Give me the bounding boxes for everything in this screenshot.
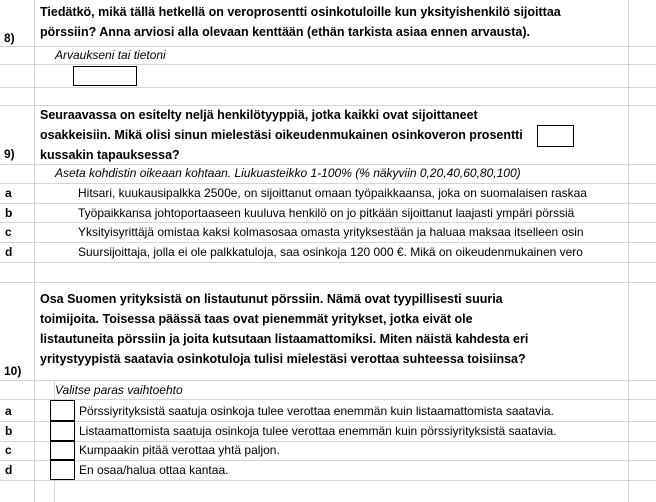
row-divider (0, 46, 656, 47)
question-line: yritystyypistä saatavia osinkotuloja tulisi mielestäsi verottaa suhteessa toisiinsa? (40, 352, 526, 366)
option-text: Hitsari, kuukausipalkka 2500e, on sijoittanut omaan työpaikkaansa, joka on suomalaisen raskaa (78, 186, 587, 200)
option-letter: d (5, 245, 13, 259)
option-text: En osaa/halua ottaa kantaa. (79, 463, 229, 477)
option-text: Listaamattomista saatuja osinkoja tulee verottaa enemmän kuin pörssiyrityksistä saatavia. (79, 424, 557, 438)
question-line: osakkeisiin. Mikä olisi sinun mielestäsi oikeudenmukainen osinkoveron prosentti (40, 128, 523, 142)
answer-box[interactable] (537, 125, 574, 147)
question-text (40, 289, 640, 369)
row-divider (0, 183, 656, 184)
question-line: Osa Suomen yrityksistä on listautunut pörssiin. Nämä ovat tyypillisesti suuria (40, 292, 503, 306)
answer-hint: Aseta kohdistin oikeaan kohtaan. Liukuasteikko 1-100% (% näkyviin 0,20,40,60,80,100) (55, 166, 521, 180)
answer-hint: Arvaukseni tai tietoni (55, 48, 166, 62)
option-letter: b (5, 424, 13, 438)
row-divider (0, 242, 656, 243)
row-divider (0, 282, 656, 283)
question-line: Tiedätkö, mikä tällä hetkellä on veroprosentti osinkotuloille kun yksityishenkilö sijoittaa (40, 5, 561, 19)
option-checkbox[interactable] (50, 421, 75, 441)
row-divider (0, 399, 656, 400)
option-letter: a (5, 404, 12, 418)
row-divider (0, 222, 656, 223)
row-divider (0, 421, 656, 422)
row-divider (0, 203, 656, 204)
row-divider (0, 262, 656, 263)
option-letter: d (5, 463, 13, 477)
row-divider (0, 380, 656, 381)
option-checkbox[interactable] (50, 460, 75, 480)
option-text: Suursijoittaja, jolla ei ole palkkatuloja, saa osinkoja 120 000 €. Mikä on oikeudenmukainen vero (78, 245, 583, 259)
option-checkbox[interactable] (50, 441, 75, 460)
row-divider (0, 480, 656, 481)
option-letter: a (5, 186, 12, 200)
option-letter: c (5, 225, 12, 239)
question-line: listautuneita pörssiin ja joita kutsutaan listaamattomiksi. Miten näistä kahdesta eri (40, 332, 529, 346)
question-number: 9) (4, 147, 15, 161)
row-divider (0, 441, 656, 442)
option-letter: c (5, 443, 12, 457)
row-divider (0, 87, 656, 88)
option-text: Yksityisyrittäjä omistaa kaksi kolmasosaa omasta yrityksestään ja haluaa maksaa itselleen osin (78, 225, 584, 239)
guess-input[interactable] (73, 66, 137, 86)
option-checkbox[interactable] (50, 400, 75, 421)
row-divider (0, 460, 656, 461)
question-line: toimijoita. Toisessa päässä taas ovat pienemmät yritykset, jotka eivät ole (40, 312, 473, 326)
row-divider (0, 64, 656, 65)
option-text: Työpaikkansa johtoportaaseen kuuluva henkilö on jo pitkään sijoittanut laajasti ympäri pörssiä (78, 206, 575, 220)
question-line: pörssiin? Anna arviosi alla olevaan kenttään (ethän tarkista asiaa ennen arvausta). (40, 25, 530, 39)
question-text (40, 2, 640, 42)
option-text: Pörssiyrityksistä saatuja osinkoja tulee verottaa enemmän kuin listaamattomista saatavia. (79, 404, 554, 418)
question-line: kussakin tapauksessa? (40, 148, 180, 162)
column-divider (34, 0, 35, 502)
question-number: 8) (4, 31, 15, 45)
question-line: Seuraavassa on esitelty neljä henkilötyyppiä, jotka kaikki ovat sijoittaneet (40, 108, 478, 122)
answer-hint: Valitse paras vaihtoehto (55, 383, 183, 397)
option-letter: b (5, 206, 13, 220)
option-text: Kumpaakin pitää verottaa yhtä paljon. (79, 443, 280, 457)
question-number: 10) (4, 364, 22, 378)
